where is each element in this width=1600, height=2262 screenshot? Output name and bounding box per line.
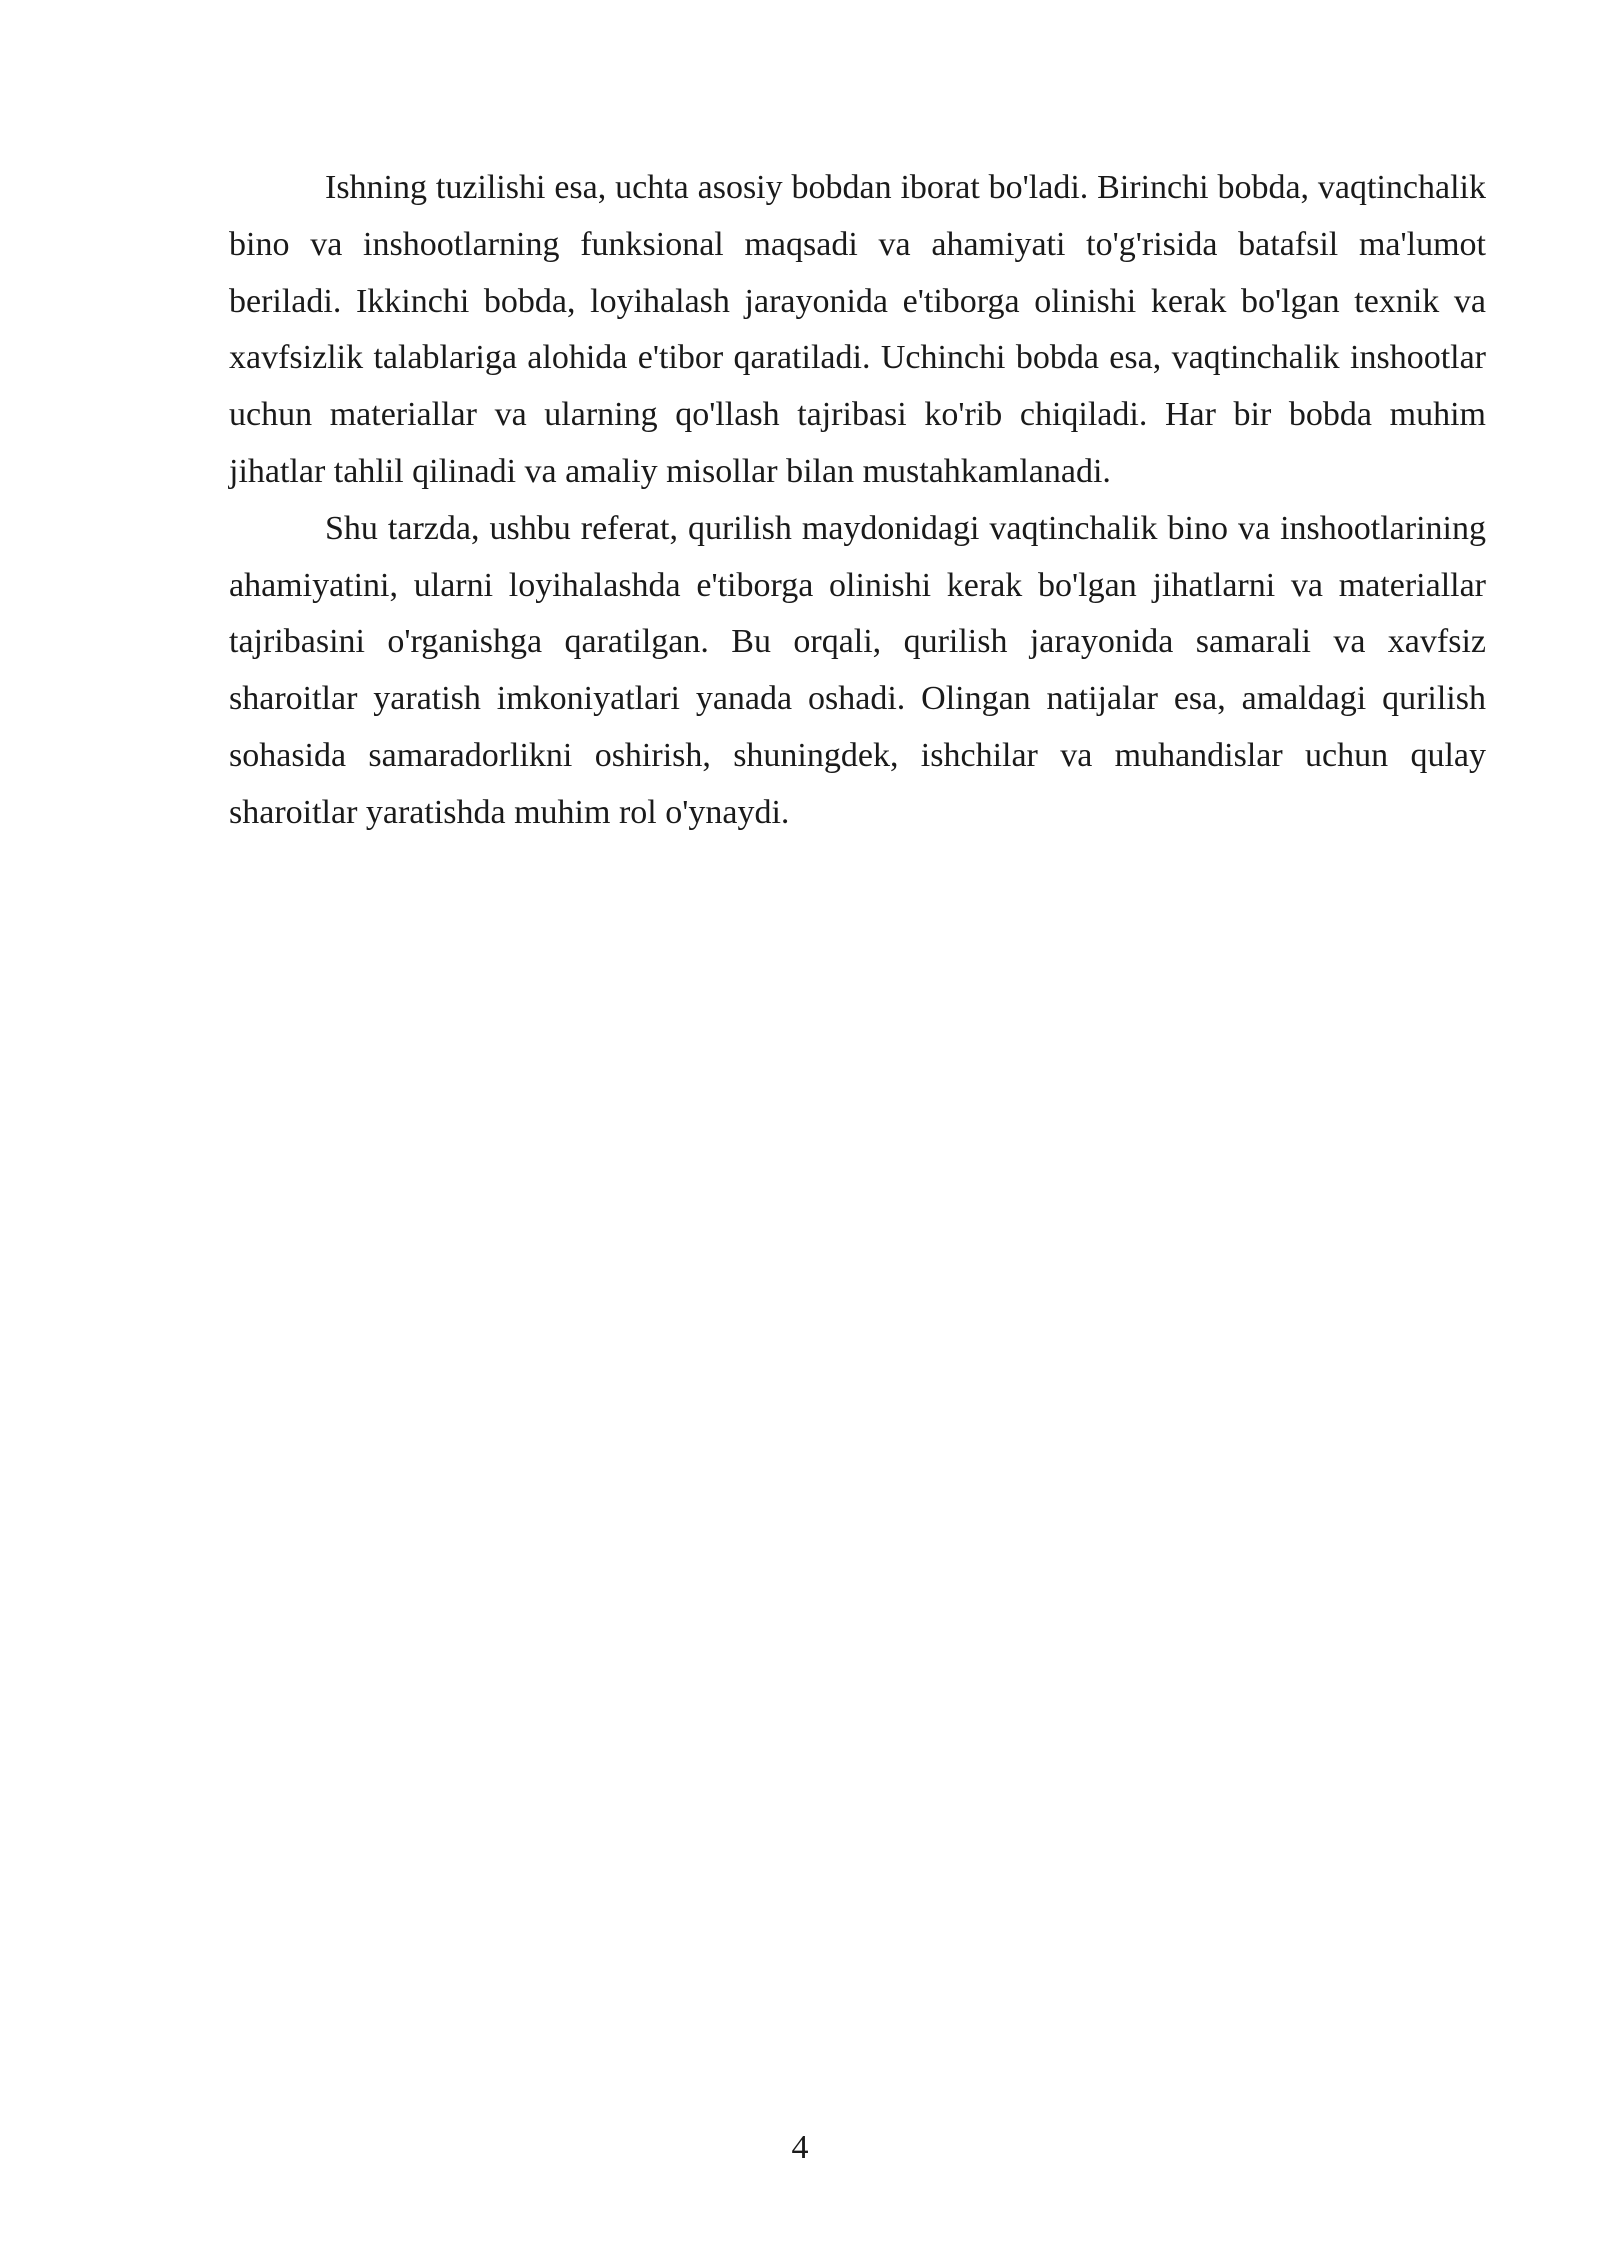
paragraph-structure: Ishning tuzilishi esa, uchta asosiy bobdan iborat bo'ladi. Birinchi bobda, vaqtinchalik bino va inshootlarning funksional maqsadi va ahamiyati to'g'risida batafsil ma'lumot beriladi. Ikkinchi bobda, loyihalash jarayonida e'tiborga olinishi kerak bo'lgan texnik va xavfsizlik talablariga alohida e'tibor qaratiladi. Uchinchi bobda esa, vaqtinchalik inshootlar uchun materiallar va ularning qo'llash tajribasi ko'rib chiqiladi. Har bir bobda muhim jihatlar tahlil qilinadi va amaliy misollar bilan mustahkamlanadi.: [229, 169, 1486, 490]
body-text: [229, 160, 1486, 842]
paragraph-summary: Shu tarzda, ushbu referat, qurilish maydonidagi vaqtinchalik bino va inshootlarining ahamiyatini, ularni loyihalashda e'tiborga olinishi kerak bo'lgan jihatlarni va materiallar tajribasini o'rganishga qaratilgan. Bu orqali, qurilish jarayonida samarali va xavfsiz sharoitlar yaratish imkoniyatlari yanada oshadi. Olingan natijalar esa, amaldagi qurilish sohasida samaradorlikni oshirish, shuningdek, ishchilar va muhandislar uchun qulay sharoitlar yaratishda muhim rol o'ynaydi.: [229, 509, 1486, 831]
page-number: 4: [791, 2129, 809, 2166]
